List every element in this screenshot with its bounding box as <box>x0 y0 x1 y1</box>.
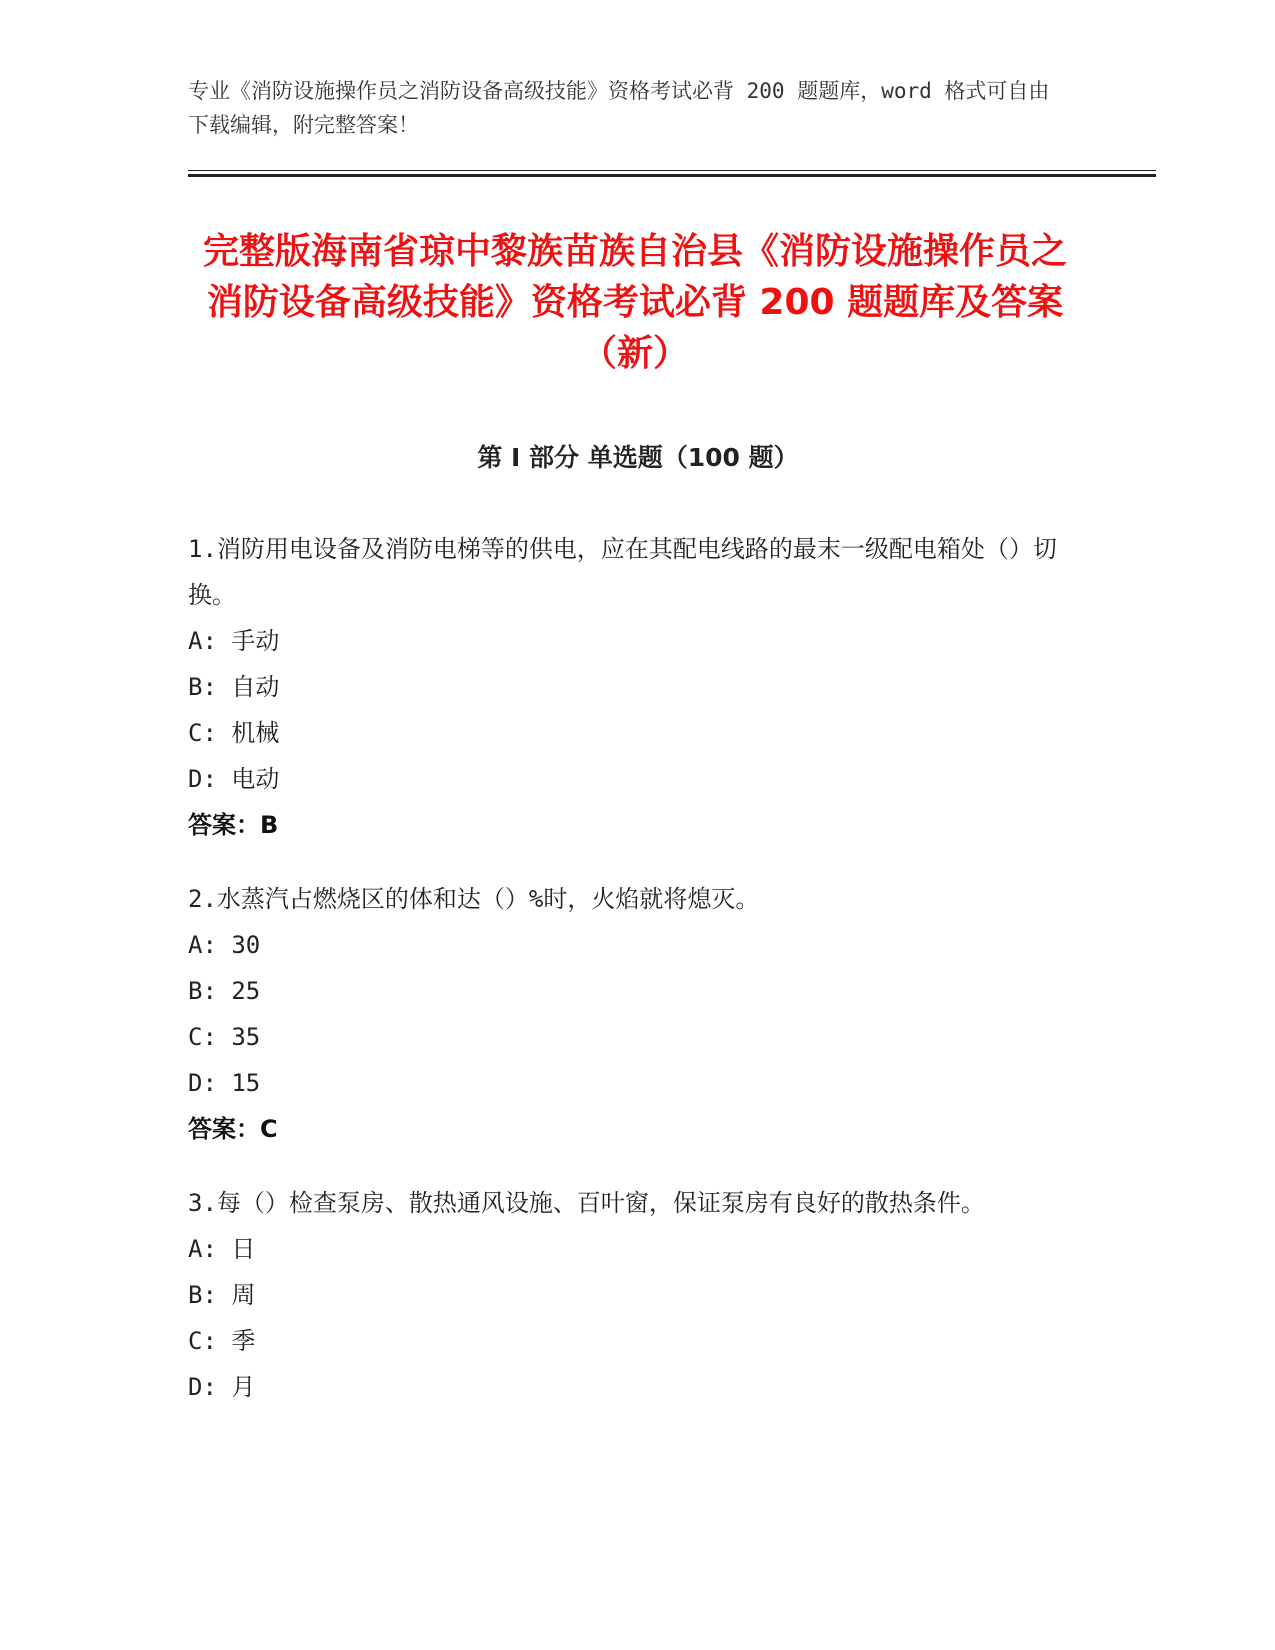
question-answer: 答案：C <box>188 1115 278 1143</box>
header-divider-thin <box>188 170 1156 171</box>
option-a: A: 日 <box>188 1235 256 1263</box>
question-item <box>188 1180 1068 1410</box>
option-d: D: 月 <box>188 1373 256 1401</box>
option-d: D: 电动 <box>188 765 280 793</box>
question-stem: 1.消防用电设备及消防电梯等的供电，应在其配电线路的最末一级配电箱处（）切换。 <box>188 535 1057 609</box>
option-b: B: 周 <box>188 1281 256 1309</box>
option-a: A: 手动 <box>188 627 280 655</box>
document-title: 完整版海南省琼中黎族苗族自治县《消防设施操作员之消防设备高级技能》资格考试必背 200 题题库及答案（新） <box>202 231 1067 374</box>
option-b: B: 25 <box>188 977 261 1005</box>
option-c: C: 机械 <box>188 719 280 747</box>
question-list <box>188 526 1068 1438</box>
question-stem: 2.水蒸汽占燃烧区的体和达（）%时，火焰就将熄灭。 <box>188 885 760 913</box>
header-note: 专业《消防设施操作员之消防设备高级技能》资格考试必背 200 题题库，word 格式可自由下载编辑，附完整答案！ <box>188 79 1050 137</box>
question-item <box>188 876 1068 1152</box>
option-c: C: 季 <box>188 1327 256 1355</box>
option-b: B: 自动 <box>188 673 280 701</box>
question-answer: 答案：B <box>188 811 279 839</box>
header-divider-thick <box>188 174 1156 177</box>
section-heading: 第 I 部分 单选题（100 题） <box>477 443 799 472</box>
option-a: A: 30 <box>188 931 261 959</box>
option-d: D: 15 <box>188 1069 261 1097</box>
question-item <box>188 526 1068 848</box>
question-stem: 3.每（）检查泵房、散热通风设施、百叶窗，保证泵房有良好的散热条件。 <box>188 1189 985 1217</box>
option-c: C: 35 <box>188 1023 261 1051</box>
